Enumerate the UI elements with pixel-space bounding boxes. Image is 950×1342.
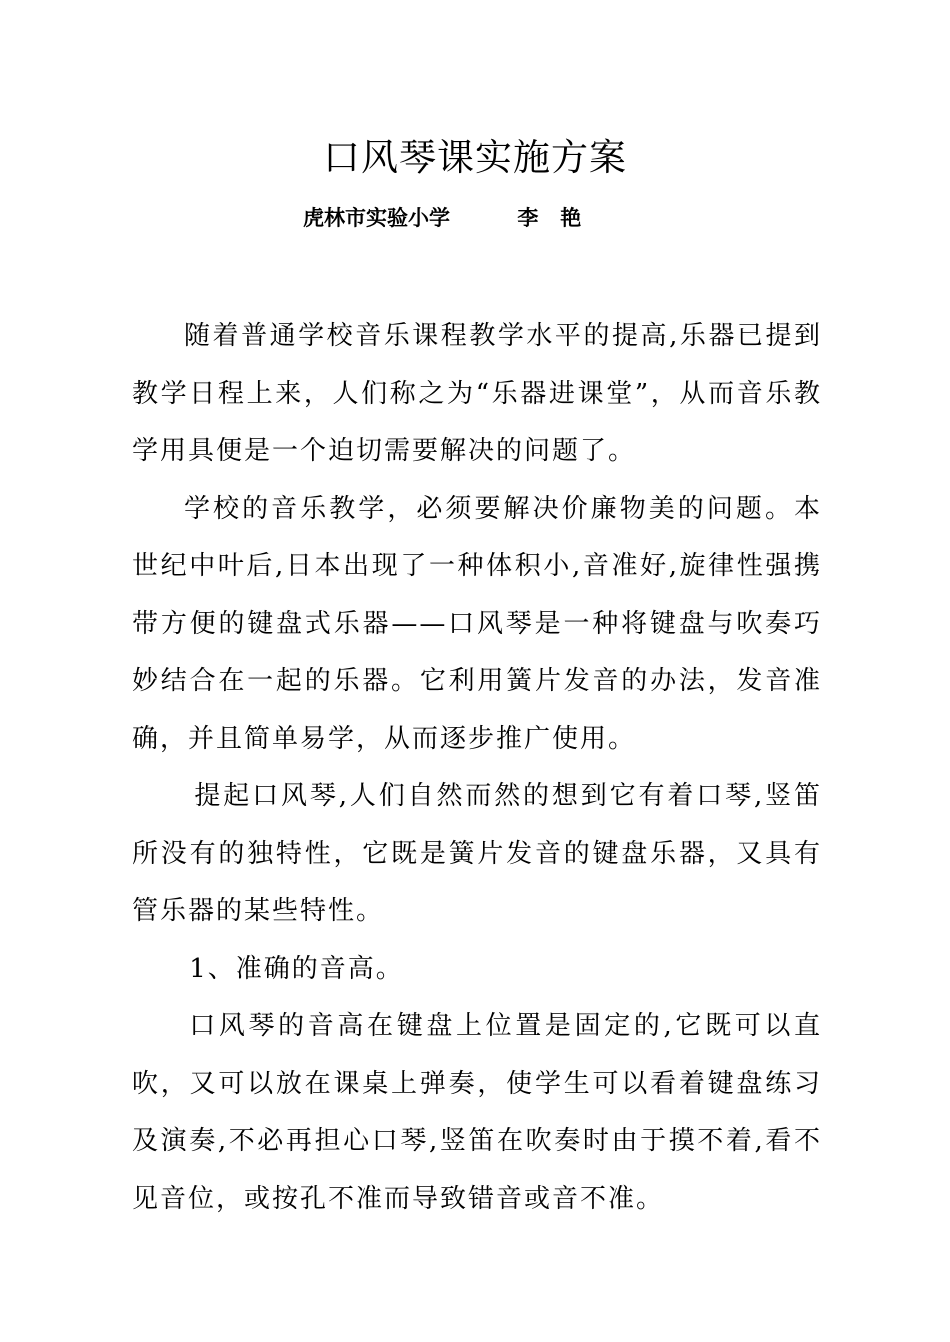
paragraph: 学校的音乐教学，必须要解决价廉物美的问题。本世纪中叶后,日本出现了一种体积小,音准好,旋律性强携带方便的键盘式乐器——口风琴是一种将键盘与吹奏巧妙结合在一起的乐器。它利用簧片发音的办法，发音准确，并且简单易学，从而逐步推广使用。 xyxy=(132,493,822,754)
author-name: 李艳 xyxy=(517,206,604,230)
document-title: 口风琴课实施方案 xyxy=(323,136,627,179)
document-body xyxy=(132,308,822,1228)
section-heading: 1、准确的音高。 xyxy=(189,953,404,984)
paragraph: 提起口风琴,人们自然而然的想到它有着口琴,竖笛所没有的独特性，它既是簧片发音的键盘乐器，又具有管乐器的某些特性。 xyxy=(132,781,822,926)
paragraph: 口风琴的音高在键盘上位置是固定的,它既可以直吹，又可以放在课桌上弹奏，使学生可以看着键盘练习及演奏,不必再担心口琴,竖笛在吹奏时由于摸不着,看不见音位，或按孔不准而导致错音或音不准。 xyxy=(132,1011,822,1214)
school-name: 虎林市实验小学 xyxy=(303,206,450,230)
paragraph: 随着普通学校音乐课程教学水平的提高,乐器已提到教学日程上来，人们称之为“乐器进课堂”，从而音乐教学用具便是一个迫切需要解决的问题了。 xyxy=(132,321,822,466)
byline xyxy=(303,200,603,236)
